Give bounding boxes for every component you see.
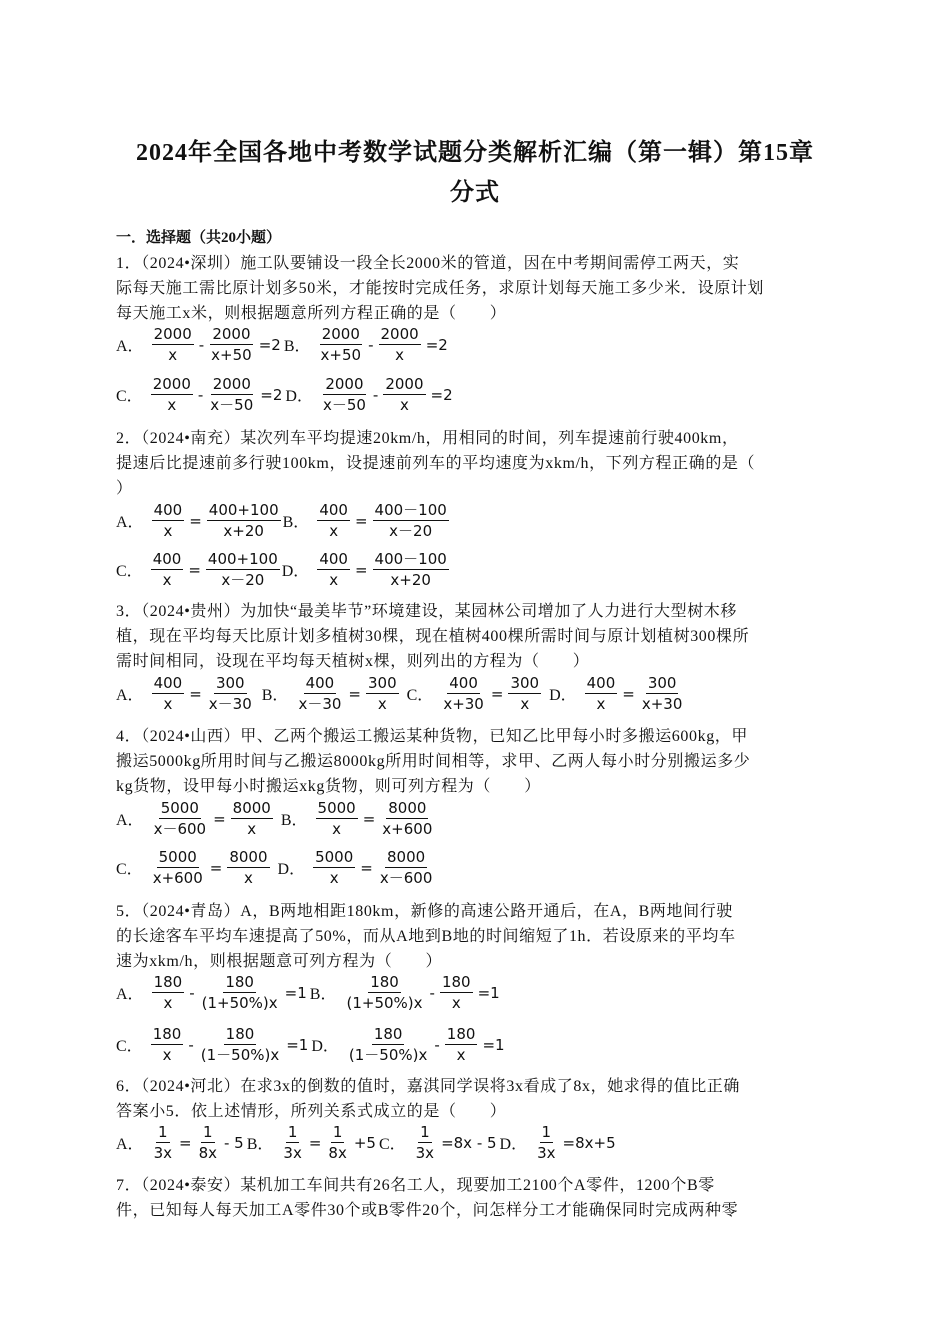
fraction: $\frac{2000}{x}$ [380,325,419,364]
fraction: $\frac{1}{3x}$ [153,1123,172,1162]
fraction: $\frac{180}{(1+50\%)x}$ [201,973,278,1012]
fraction: $\frac{180}{x}$ [446,1025,476,1064]
fraction: $\frac{300}{x-30}$ [208,674,252,713]
question-2-line: ） [116,480,133,497]
question-6-line: 6．（2024•河北）在求3x的倒数的值时，嘉淇同学误将3x看成了8x，她求得的值比正确 [116,1078,741,1095]
fraction: $\frac{2000}{x}$ [153,325,192,364]
fraction: $\frac{8000}{x}$ [232,799,271,838]
fraction: $\frac{2000}{x-50}$ [322,375,366,414]
fraction: $\frac{180}{(1-50\%)x}$ [200,1025,280,1064]
fraction: $\frac{400}{x}$ [319,501,348,540]
fraction: $\frac{5000}{x-600}$ [153,799,207,838]
option-label: C． [116,388,143,405]
question-6-options: A． $\frac{1}{3x}$ = $\frac{1}{8x}$ - 5 B． $\frac{1}{3x}$ = $\frac{1}{8x}$ +5 C． $\frac{1}{3x}$ =8x - 5 D． $\frac{1}{3x}$ =8x+5 [116,1123,616,1162]
fraction: $\frac{300}{x}$ [367,674,397,713]
question-7-line: 件，已知每人每天加工A零件30个或B零件20个，问怎样分工才能确保同时完成两种零 [116,1202,739,1219]
fraction: $\frac{1}{8x}$ [328,1123,347,1162]
question-6-line: 答案小5．依上述情形，所列关系式成立的是（ ） [116,1103,507,1120]
question-1-options-ab: A． $\frac{2000}{x}$ - $\frac{2000}{x+50}$ =2 B． $\frac{2000}{x+50}$ - $\frac{2000}{x}$ =2 [116,325,448,364]
fraction: $\frac{180}{x}$ [153,973,183,1012]
fraction: $\frac{400+100}{x-20}$ [207,550,278,589]
fraction: $\frac{400}{x}$ [153,501,183,540]
fraction: $\frac{180}{(1+50\%)x}$ [346,973,423,1012]
fraction: $\frac{1}{3x}$ [537,1123,556,1162]
fraction: $\frac{180}{x}$ [441,973,471,1012]
fraction: $\frac{2000}{x-50}$ [210,375,254,414]
document-subtitle: 分式 [450,180,500,206]
fraction: $\frac{5000}{x}$ [315,848,354,887]
fraction: $\frac{400+100}{x+20}$ [208,501,279,540]
fraction: $\frac{400-100}{x-20}$ [374,501,447,540]
fraction: $\frac{400}{x}$ [152,550,182,589]
question-5-line: 速为xkm/h，则根据题意可列方程为（ ） [116,953,443,970]
fraction: $\frac{300}{x+30}$ [641,674,683,713]
question-4-line: kg货物，设甲每小时搬运xkg货物，则可列方程为（ ） [116,778,541,795]
option-label: B． [283,338,311,355]
fraction: $\frac{2000}{x}$ [152,375,191,414]
question-3-line: 3．（2024•贵州）为加快“最美毕节”环境建设，某园林公司增加了人力进行大型树木移 [116,603,738,620]
fraction: $\frac{8000}{x}$ [229,848,268,887]
question-2-options-cd: C． $\frac{400}{x}$ = $\frac{400+100}{x-20}$ D． $\frac{400}{x}$ = $\frac{400-100}{x+20}$ [116,550,447,589]
question-3-line: 需时间相同，设现在平均每天植树x棵，则列出的方程为（ ） [116,653,590,670]
question-5-line: 的长途客车平均车速提高了50%，而从A地到B地的时间缩短了1h．若设原来的平均车 [116,928,736,945]
fraction: $\frac{1}{3x}$ [283,1123,302,1162]
question-5-options-cd: C． $\frac{180}{x}$ - $\frac{180}{(1-50\%)x}$ =1 D． $\frac{180}{(1-50\%)x}$ - $\frac{180}{x}$ =1 [116,1025,505,1064]
fraction: $\frac{400}{x}$ [319,550,348,589]
question-2-line: 提速后比提速前多行驶100km，设提速前列车的平均速度为xkm/h，下列方程正确的是（ [116,455,756,472]
question-1-line: 1．（2024•深圳）施工队要铺设一段全长2000米的管道，因在中考期间需停工两天，实 [116,255,740,272]
fraction: $\frac{5000}{x}$ [317,799,356,838]
fraction: $\frac{5000}{x+600}$ [152,848,203,887]
fraction: $\frac{180}{(1-50\%)x}$ [348,1025,428,1064]
document-title: 2024年全国各地中考数学试题分类解析汇编（第一辑）第15章 [136,140,814,166]
question-2-line: 2．（2024•南充）某次列车平均提速20km/h，用相同的时间，列车提速前行驶400km， [116,430,739,447]
question-5-options-ab: A． $\frac{180}{x}$ - $\frac{180}{(1+50\%)x}$ =1 B． $\frac{180}{(1+50\%)x}$ - $\frac{180}{x}$ =1 [116,973,500,1012]
fraction: $\frac{400-100}{x+20}$ [374,550,447,589]
fraction: $\frac{400}{x-30}$ [298,674,342,713]
option-label: D． [285,388,313,405]
fraction: $\frac{1}{8x}$ [198,1123,217,1162]
fraction: $\frac{400}{x}$ [586,674,616,713]
question-1-line: 际每天施工需比原计划多50米，才能按时完成任务，求原计划每天施工多少米．设原计划 [116,280,765,297]
option-label: A． [116,338,144,355]
question-1-options-cd: C． $\frac{2000}{x}$ - $\frac{2000}{x-50}$ =2 D． $\frac{2000}{x-50}$ - $\frac{2000}{x}$ =2 [116,375,453,414]
fraction: $\frac{2000}{x}$ [385,375,424,414]
fraction: $\frac{8000}{x-600}$ [379,848,433,887]
fraction: $\frac{180}{x}$ [152,1025,182,1064]
fraction: $\frac{8000}{x+600}$ [382,799,433,838]
fraction: $\frac{400}{x}$ [153,674,183,713]
question-7-line: 7．（2024•泰安）某机加工车间共有26名工人，现要加工2100个A零件，1200个B零 [116,1177,715,1194]
question-1-line: 每天施工x米，则根据题意所列方程正确的是（ ） [116,305,507,322]
question-4-options-cd: C． $\frac{5000}{x+600}$ = $\frac{8000}{x}$ D． $\frac{5000}{x}$ = $\frac{8000}{x-600}$ [116,848,433,887]
question-4-line: 搬运5000kg所用时间与乙搬运8000kg所用时间相等，求甲、乙两人每小时分别搬运多少 [116,753,751,770]
question-2-options-ab: A． $\frac{400}{x}$ = $\frac{400+100}{x+20}$ B． $\frac{400}{x}$ = $\frac{400-100}{x-20}$ [116,501,447,540]
fraction: $\frac{400}{x+30}$ [443,674,484,713]
fraction: $\frac{1}{3x}$ [415,1123,435,1162]
question-3-options: A． $\frac{400}{x}$ = $\frac{300}{x-30}$ B． $\frac{400}{x-30}$ = $\frac{300}{x}$ C． $\frac{400}{x+30}$ = $\frac{300}{x}$ D． $\frac{400}{x}$ = $\frac{300}{x+30}$ [116,674,683,713]
question-4-line: 4．（2024•山西）甲、乙两个搬运工搬运某种货物，已知乙比甲每小时多搬运600kg，甲 [116,728,749,745]
fraction: $\frac{300}{x}$ [510,674,540,713]
question-3-line: 植，现在平均每天比原计划多植树30棵，现在植树400棵所需时间与原计划植树300棵所 [116,628,750,645]
question-5-line: 5．（2024•青岛）A，B两地相距180km，新修的高速公路开通后，在A，B两地间行驶 [116,903,733,920]
fraction: $\frac{2000}{x+50}$ [211,325,252,364]
question-4-options-ab: A． $\frac{5000}{x-600}$ = $\frac{8000}{x}$ B． $\frac{5000}{x}$ = $\frac{8000}{x+600}$ [116,799,433,838]
section-heading: 一．选择题（共20小题） [116,230,282,246]
fraction: $\frac{2000}{x+50}$ [320,325,362,364]
